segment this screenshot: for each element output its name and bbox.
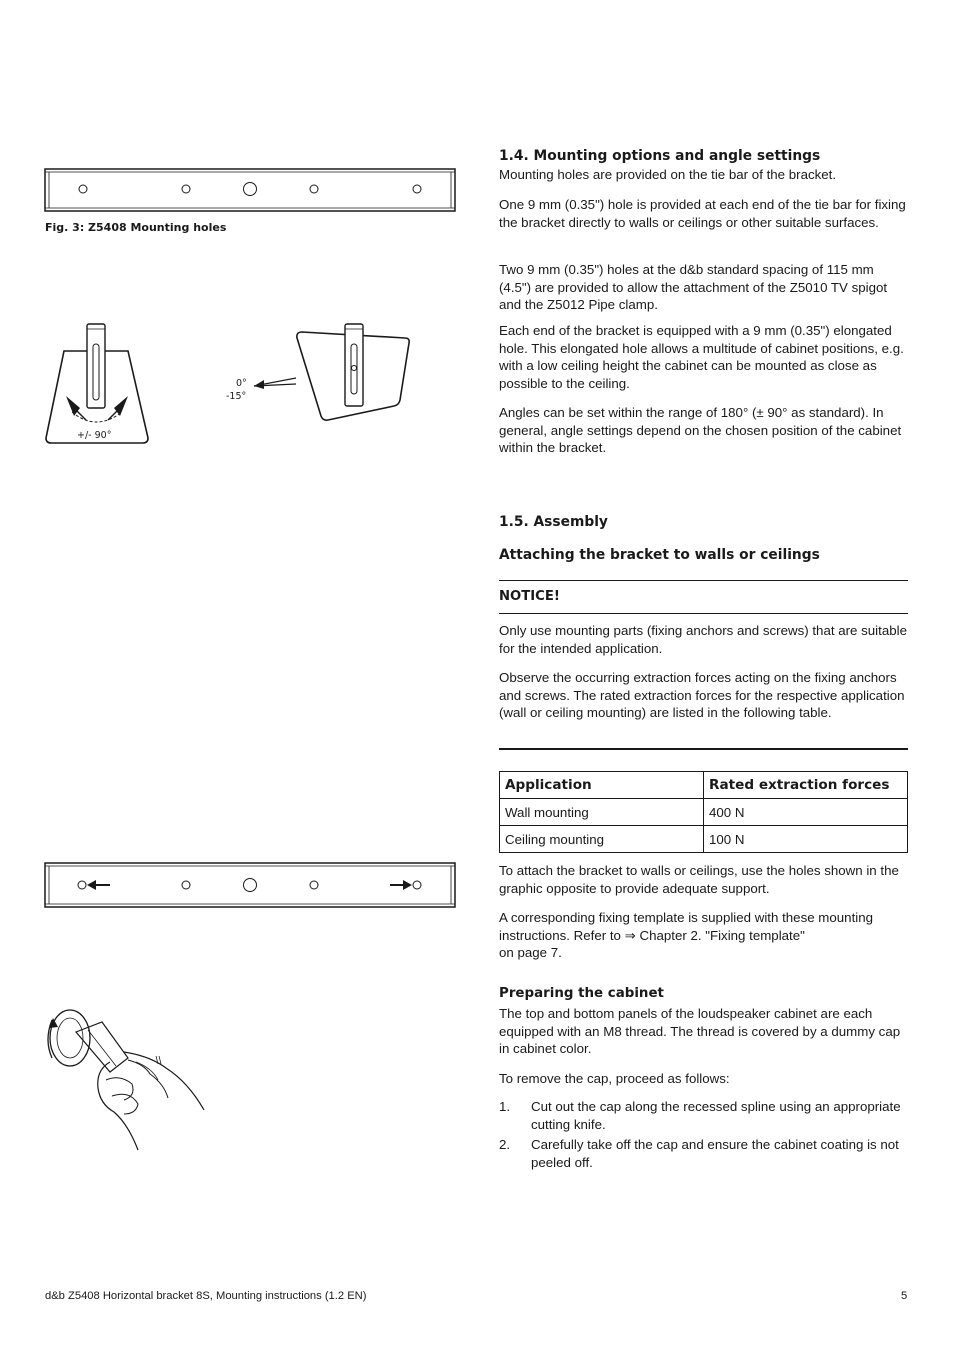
table-row: [500, 826, 908, 853]
notice-paragraph: Only use mounting parts (fixing anchors and screws) that are suitable for the intended application.: [499, 623, 907, 656]
hand-cutting-cap-figure: [40, 1000, 210, 1155]
preparing-paragraph: To remove the cap, proceed as follows:: [499, 1071, 730, 1086]
page-number: 5: [901, 1290, 908, 1302]
section-heading-mounting: 1.4. Mounting options and angle settings: [499, 148, 821, 164]
end-hole-right: [413, 185, 421, 193]
step-text: Cut out the cap along the recessed spline using an appropriate cutting knife.: [531, 1099, 901, 1132]
end-hole-left: [79, 185, 87, 193]
table-cell: 400 N: [704, 799, 908, 826]
mounting-paragraph: Each end of the bracket is equipped with a 9 mm (0.35") elongated hole. This elongated hole allows a multitude of cabinet positions, e.g. with a low ceiling height the cabinet can be mounted as close as possible to the ceiling.: [499, 323, 904, 391]
arrow-left-icon: [87, 880, 96, 890]
list-item: [499, 1098, 908, 1133]
mounting-paragraph: Two 9 mm (0.35") holes at the d&b standard spacing of 115 mm (4.5") are provided to allow the attachment of the Z5010 TV spigot and the Z5012 Pipe clamp.: [499, 262, 888, 312]
notice-bottom-rule: [499, 748, 908, 750]
tie-bar-mounting-holes-figure: [44, 168, 456, 214]
table-header-cell: Rated extraction forces: [704, 772, 908, 799]
fixing-template-text: A corresponding fixing template is supplied with these mounting instructions. Refer to ⇒ Chapter 2. "Fixing template": [499, 910, 874, 943]
table-cell: 100 N: [704, 826, 908, 853]
fixing-template-reference[interactable]: [499, 909, 908, 962]
mounting-paragraph: Mounting holes are provided on the tie bar of the bracket.: [499, 167, 837, 182]
section-heading-assembly: 1.5. Assembly: [499, 514, 608, 530]
step-text: Carefully take off the cap and ensure the cabinet coating is not peeled off.: [531, 1137, 899, 1170]
step-number: 1.: [499, 1099, 511, 1114]
arrow-right-icon: [403, 880, 412, 890]
angle-range-figure: [42, 320, 154, 448]
table-header-cell: Application: [500, 772, 704, 799]
removal-steps-list: [499, 1098, 908, 1174]
footer-doc-title: d&b Z5408 Horizontal bracket 8S, Mounting instructions (1.2 EN): [45, 1290, 367, 1302]
standard-hole-left: [182, 185, 190, 193]
tilt-label-15: -15°: [226, 391, 247, 402]
notice-title-rule: [499, 613, 908, 614]
mounting-paragraph: One 9 mm (0.35") hole is provided at each end of the tie bar for fixing the bracket directly to walls or ceilings or other suitable surfaces.: [499, 197, 906, 230]
tie-bar-end-holes-figure: [44, 862, 456, 910]
tilt-label-0: 0°: [236, 378, 247, 389]
subheading-attaching: Attaching the bracket to walls or ceilings: [499, 547, 820, 563]
table-cell: Wall mounting: [500, 799, 704, 826]
notice-paragraph: Observe the occurring extraction forces acting on the fixing anchors and screws. The rated extraction forces for the respective application (wall or ceiling mounting) are listed in the following table.: [499, 670, 905, 720]
tilt-angle-figure: [220, 320, 415, 430]
preparing-paragraph: The top and bottom panels of the loudspeaker cabinet are each equipped with an M8 thread. The thread is covered by a dummy cap in cabinet color.: [499, 1006, 901, 1056]
angle-label: +/- 90°: [77, 430, 112, 441]
standard-hole-right: [310, 185, 318, 193]
mounting-paragraph: Angles can be set within the range of 180° (± 90° as standard). In general, angle settings depend on the chosen position of the cabinet within the bracket.: [499, 405, 902, 455]
table-row: [500, 799, 908, 826]
table-cell: Ceiling mounting: [500, 826, 704, 853]
fixing-template-page-link[interactable]: on page 7.: [499, 945, 562, 960]
figure-3-caption: Fig. 3: Z5408 Mounting holes: [45, 221, 227, 234]
extraction-forces-table: [499, 771, 908, 853]
assembly-paragraph: To attach the bracket to walls or ceilings, use the holes shown in the graphic opposite to provide adequate support.: [499, 863, 899, 896]
list-item: [499, 1136, 908, 1171]
center-hole: [244, 183, 257, 196]
subheading-preparing: Preparing the cabinet: [499, 986, 664, 1001]
step-number: 2.: [499, 1137, 511, 1152]
notice-top-rule: [499, 580, 908, 581]
notice-title: NOTICE!: [499, 589, 560, 604]
table-header-row: [500, 772, 908, 799]
